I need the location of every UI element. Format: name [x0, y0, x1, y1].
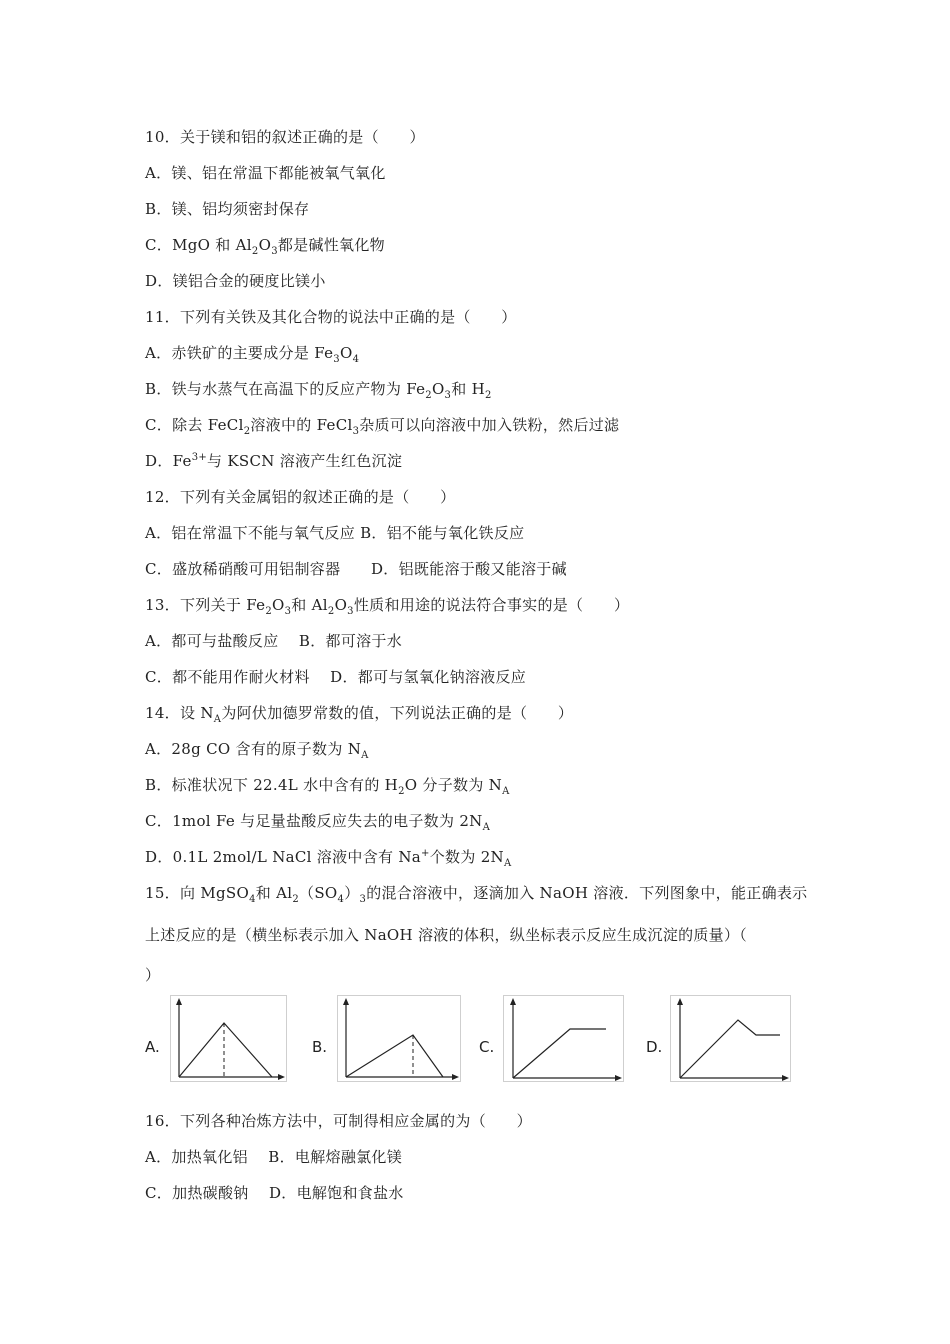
graph-b	[337, 995, 462, 1083]
graph-c-y-arrow	[510, 998, 516, 1005]
graph-d	[670, 995, 792, 1083]
graph-c-label: C.	[479, 1038, 495, 1056]
question-13-options-cd: C．都不能用作耐火材料 D．都可与氢氧化钠溶液反应	[145, 668, 527, 686]
question-12-stem: 12．下列有关金属铝的叙述正确的是（ ）	[145, 488, 456, 506]
question-10-stem: 10．关于镁和铝的叙述正确的是（ ）	[145, 128, 425, 146]
graph-c-x-arrow	[615, 1075, 622, 1081]
question-11-option-d: D．$Fe^{3+}$与 KSCN 溶液产生红色沉淀	[145, 452, 403, 470]
question-14-option-b: B．标准状况下 22.4L 水中含有的 $H_2O$ 分子数为 $N_A$	[145, 776, 510, 797]
graph-a-label: A.	[145, 1038, 160, 1056]
question-16-options-ab: A．加热氧化铝 B．电解熔融氯化镁	[145, 1148, 403, 1166]
graph-a-curve	[179, 1023, 272, 1077]
question-10-option-b: B．镁、铝均须密封保存	[145, 200, 310, 218]
graph-d-label: D.	[646, 1038, 663, 1056]
question-14-option-d: D．0.1L 2mol/L NaCl 溶液中含有 Na+个数为 $2N_A$	[145, 848, 512, 869]
question-11-option-a: A．赤铁矿的主要成分是 $Fe_3O_4$	[145, 344, 360, 365]
question-10-option-d: D．镁铝合金的硬度比镁小	[145, 272, 326, 290]
graph-a	[170, 995, 288, 1083]
graph-b-label: B.	[312, 1038, 328, 1056]
graph-b-y-arrow	[343, 998, 349, 1005]
graph-d-curve	[680, 1020, 780, 1078]
question-10-option-a: A．镁、铝在常温下都能被氧气氧化	[145, 164, 386, 182]
question-10-option-c: C．MgO 和 $Al_2O_3$都是碱性氧化物	[145, 236, 385, 257]
graph-a-y-arrow	[176, 998, 182, 1005]
question-15-stem-line1: 15．向 MgSO$_4$和 $Al_2(SO_4)_3$的混合溶液中，逐滴加入 NaOH 溶液．下列图象中，能正确表示	[145, 884, 808, 905]
question-11-option-b: B．铁与水蒸气在高温下的反应产物为 $Fe_2O_3$和 $H_2$	[145, 380, 492, 401]
graph-c-curve	[513, 1029, 606, 1078]
graph-c	[503, 995, 625, 1083]
question-16-stem: 16．下列各种冶炼方法中，可制得相应金属的为（ ）	[145, 1112, 532, 1130]
question-14-stem: 14．设 $N_A$为阿伏加德罗常数的值，下列说法正确的是（ ）	[145, 704, 574, 725]
question-11-stem: 11．下列有关铁及其化合物的说法中正确的是（ ）	[145, 308, 517, 326]
question-16-options-cd: C．加热碳酸钠 D．电解饱和食盐水	[145, 1184, 404, 1202]
question-15-stem-line2: 上述反应的是（横坐标表示加入 NaOH 溶液的体积，纵坐标表示反应生成沉淀的质量）（	[145, 926, 748, 944]
question-14-option-a: A．28g CO 含有的原子数为 $N_A$	[145, 740, 369, 761]
graph-d-frame	[671, 996, 791, 1082]
question-13-stem: 13．下列关于 $Fe_2O_3$和 $Al_2O_3$性质和用途的说法符合事实的是（ ）	[145, 596, 630, 617]
question-12-options-cd: C．盛放稀硝酸可用铝制容器 D．铝既能溶于酸又能溶于碱	[145, 560, 567, 578]
graph-c-frame	[504, 996, 624, 1082]
graph-b-x-arrow	[452, 1074, 459, 1080]
question-14-option-c: C．1mol Fe 与足量盐酸反应失去的电子数为 $2N_A$	[145, 812, 491, 833]
graph-d-y-arrow	[677, 998, 683, 1005]
graph-b-curve	[346, 1035, 443, 1077]
question-12-options-ab: A．铝在常温下不能与氧气反应 B．铝不能与氧化铁反应	[145, 524, 525, 542]
graph-a-frame	[171, 996, 287, 1082]
graph-b-frame	[338, 996, 461, 1082]
graph-d-x-arrow	[782, 1075, 789, 1081]
graph-a-x-arrow	[278, 1074, 285, 1080]
question-15-stem-line3: ）	[145, 966, 161, 984]
question-11-option-c: C．除去 FeCl$_2$溶液中的 FeCl$_3$杂质可以向溶液中加入铁粉，然后过滤	[145, 416, 620, 437]
question-13-options-ab: A．都可与盐酸反应 B．都可溶于水	[145, 632, 403, 650]
